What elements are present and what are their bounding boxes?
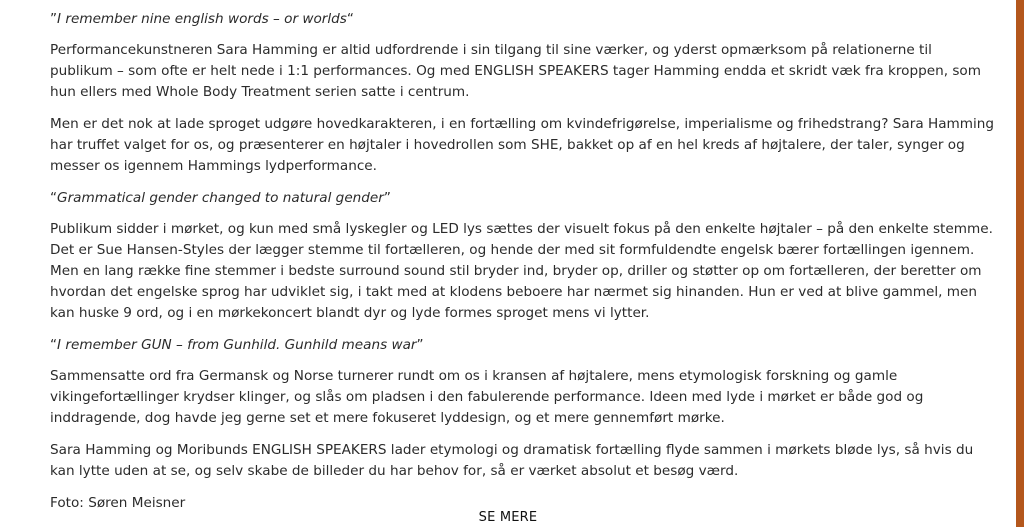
quote-close-mark: ”: [383, 190, 391, 206]
quote-text: I remember GUN – from Gunhild. Gunhild means war: [57, 337, 417, 353]
quote-close-mark: ”: [416, 337, 424, 353]
quote-text: I remember nine english words – or worlds: [57, 11, 347, 27]
pull-quote-1: [50, 9, 996, 30]
article-paragraph-5: Sara Hamming og Moribunds ENGLISH SPEAKERS lader etymologi og dramatisk fortælling flyde sammen i mørkets bløde lys, så hvis du kan lytte uden at se, og selv skabe de billeder du har behov for, så er værket absolut et besøg værd.: [50, 442, 974, 479]
quote-text: Grammatical gender changed to natural gender: [57, 190, 384, 206]
see-more-link[interactable]: SE MERE: [478, 510, 538, 525]
accent-bar: [1016, 0, 1024, 527]
article-paragraph-3: Publikum sidder i mørket, og kun med små lyskegler og LED lys sættes der visuelt fokus på den enkelte højtaler – på den enkelte stemme. Det er Sue Hansen-Styles der lægger stemme til fortælleren, og hende der med sit formfuldendte engelsk bærer fortællingen igennem. Men en lang række fine stemmer i bedste surround sound stil bryder ind, bryder op, driller og støtter op om fortælleren, der beretter om hvordan det engelske sprog har udviklet sig, i takt med at klodens beboere har nærmet sig hinanden. Hun er ved at blive gammel, men kan huske 9 ord, og i en mørkekoncert blandt dyr og lyde formes sproget mens vi lytter.: [50, 221, 993, 321]
pull-quote-3: [50, 335, 996, 356]
article-paragraph-2: Men er det nok at lade sproget udgøre hovedkarakteren, i en fortælling om kvindefrigørelse, imperialisme og frihedstrang? Sara Hamming har truffet valget for os, og præsenterer en højtaler i hovedrollen som SHE, bakket op af en hel kreds af højtalere, der taler, synger og messer os igennem Hammings lydperformance.: [50, 116, 995, 174]
quote-open-mark: “: [50, 190, 58, 206]
article-paragraph-1: Performancekunstneren Sara Hamming er altid udfordrende i sin tilgang til sine værker, og yderst opmærksom på relationerne til publikum – som ofte er helt nede i 1:1 performances. Og med ENGLISH SPEAKERS tager Hamming endda et skridt væk fra kroppen, som hun ellers med Whole Body Treatment serien satte i centrum.: [50, 42, 981, 100]
quote-open-mark: “: [50, 337, 58, 353]
pull-quote-2: [50, 188, 996, 209]
article-body: [50, 9, 996, 525]
quote-open-mark: ”: [50, 11, 58, 27]
article-paragraph-4: Sammensatte ord fra Germansk og Norse turnerer rundt om os i kransen af højtalere, mens etymologisk forskning og gamle vikingefortællinger krydser klinger, og slås om pladsen i den fabulerende performance. Ideen med lyde i mørket er både god og inddragende, dog havde jeg gerne set et mere fokuseret lyddesign, og et mere gennemført mørke.: [50, 368, 924, 426]
photo-credit: Foto: Søren Meisner: [50, 495, 186, 511]
quote-close-mark: “: [346, 11, 354, 27]
